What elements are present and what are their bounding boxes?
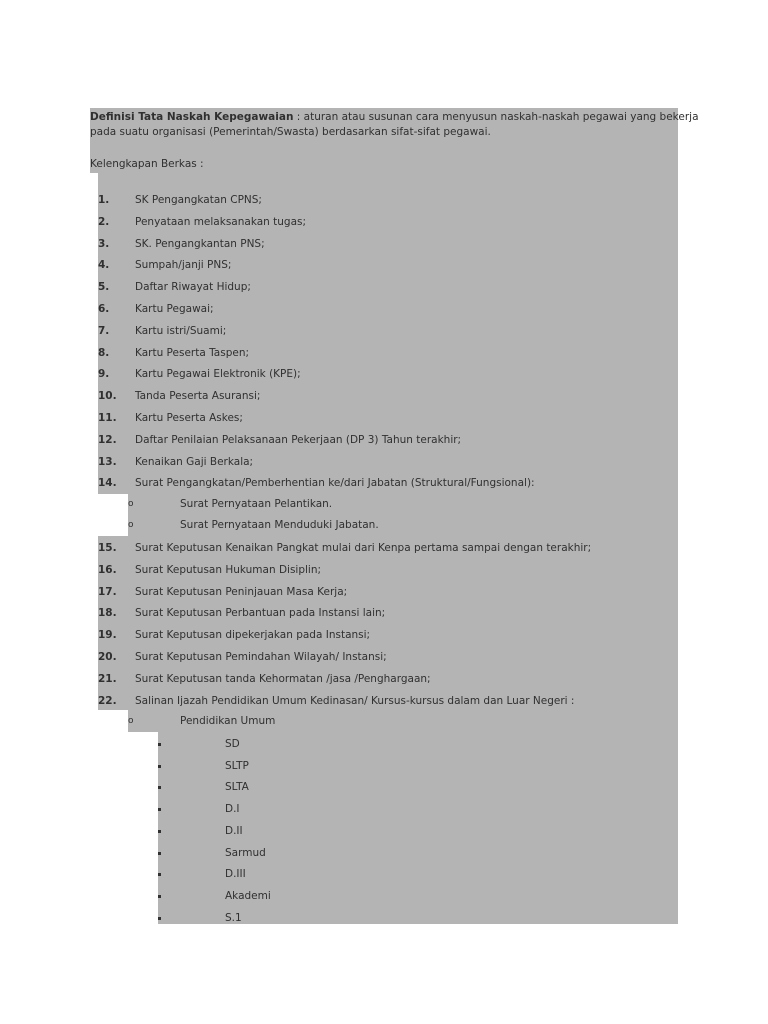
list-item-text: Penyataan melaksanakan tugas; <box>135 216 307 228</box>
definition-line-2: pada suatu organisasi (Pemerintah/Swasta) berdasarkan sifat-sifat pegawai. <box>90 126 491 138</box>
list-item-text: Surat Keputusan Kenaikan Pangkat mulai dari Kenpa pertama sampai dengan terakhir; <box>135 542 592 554</box>
list-item-number: 9. <box>98 368 110 380</box>
list-item-number: 22. <box>98 695 117 707</box>
sub22-item: Pendidikan Umum <box>180 715 276 727</box>
pendidikan-item: D.II <box>225 825 243 837</box>
square-bullet-icon <box>158 852 161 855</box>
list-item-text: Surat Pengangkatan/Pemberhentian ke/dari Jabatan (Struktural/Fungsional): <box>135 477 535 489</box>
pendidikan-item: Sarmud <box>225 847 266 859</box>
square-bullet-icon <box>158 765 161 768</box>
pendidikan-item: SD <box>225 738 240 750</box>
list-item-text: Surat Keputusan tanda Kehormatan /jasa /Penghargaan; <box>135 673 431 685</box>
list-item-number: 2. <box>98 216 110 228</box>
list-item-number: 7. <box>98 325 110 337</box>
list-item-text: Tanda Peserta Asuransi; <box>135 390 261 402</box>
square-bullet-icon <box>158 873 161 876</box>
kelengkapan-heading: Kelengkapan Berkas : <box>90 158 204 170</box>
pendidikan-item: D.III <box>225 868 246 880</box>
list-item-number: 1. <box>98 194 110 206</box>
list-item-number: 3. <box>98 238 110 250</box>
list-item-text: Surat Keputusan Pemindahan Wilayah/ Instansi; <box>135 651 387 663</box>
sublist-item-text: Surat Pernyataan Menduduki Jabatan. <box>180 519 379 531</box>
square-bullet-icon <box>158 917 161 920</box>
list-item-text: Kartu Pegawai Elektronik (KPE); <box>135 368 301 380</box>
circle-bullet-icon: o <box>128 520 134 530</box>
list-item-text: Kartu Peserta Taspen; <box>135 347 250 359</box>
pendidikan-item: Akademi <box>225 890 271 902</box>
list-item-number: 20. <box>98 651 117 663</box>
list-item-text: Kenaikan Gaji Berkala; <box>135 456 254 468</box>
list-item-text: Surat Keputusan dipekerjakan pada Instansi; <box>135 629 371 641</box>
list-item-text: SK. Pengangkantan PNS; <box>135 238 265 250</box>
circle-bullet-icon: o <box>128 716 134 726</box>
pendidikan-item: SLTA <box>225 781 249 793</box>
definition-term: Definisi Tata Naskah Kepegawaian <box>90 111 294 123</box>
square-bullet-icon <box>158 743 161 746</box>
list-item-number: 4. <box>98 259 110 271</box>
list-item-number: 18. <box>98 607 117 619</box>
list-item-text: Surat Keputusan Peninjauan Masa Kerja; <box>135 586 348 598</box>
list-item-text: Surat Keputusan Perbantuan pada Instansi lain; <box>135 607 386 619</box>
list-item-number: 15. <box>98 542 117 554</box>
list-item-text: Salinan Ijazah Pendidikan Umum Kedinasan/ Kursus-kursus dalam dan Luar Negeri : <box>135 695 575 707</box>
pendidikan-item: D.I <box>225 803 240 815</box>
list-item-number: 6. <box>98 303 110 315</box>
list-item-text: Daftar Penilaian Pelaksanaan Pekerjaan (DP 3) Tahun terakhir; <box>135 434 462 446</box>
list-item-number: 19. <box>98 629 117 641</box>
definition-line-1 <box>90 110 699 124</box>
list-item-text: SK Pengangkatan CPNS; <box>135 194 262 206</box>
list-item-text: Surat Keputusan Hukuman Disiplin; <box>135 564 322 576</box>
list-item-text: Kartu Peserta Askes; <box>135 412 243 424</box>
list-item-number: 5. <box>98 281 110 293</box>
list-item-number: 17. <box>98 586 117 598</box>
square-bullet-icon <box>158 808 161 811</box>
list-item-text: Sumpah/janji PNS; <box>135 259 232 271</box>
list-item-number: 14. <box>98 477 117 489</box>
pendidikan-item: SLTP <box>225 760 249 772</box>
list-item-number: 16. <box>98 564 117 576</box>
list-item-number: 21. <box>98 673 117 685</box>
definition-text: : aturan atau susunan cara menyusun naskah-naskah pegawai yang bekerja <box>293 111 699 123</box>
list-item-number: 10. <box>98 390 117 402</box>
circle-bullet-icon: o <box>128 499 134 509</box>
square-bullet-icon <box>158 786 161 789</box>
list-item-number: 8. <box>98 347 110 359</box>
list-item-text: Kartu Pegawai; <box>135 303 214 315</box>
square-bullet-icon <box>158 830 161 833</box>
list-item-text: Daftar Riwayat Hidup; <box>135 281 251 293</box>
pendidikan-item: S.1 <box>225 912 242 924</box>
list-item-number: 11. <box>98 412 117 424</box>
list-item-text: Kartu istri/Suami; <box>135 325 227 337</box>
list-item-number: 13. <box>98 456 117 468</box>
sublist-item-text: Surat Pernyataan Pelantikan. <box>180 498 333 510</box>
square-bullet-icon <box>158 895 161 898</box>
list-item-number: 12. <box>98 434 117 446</box>
